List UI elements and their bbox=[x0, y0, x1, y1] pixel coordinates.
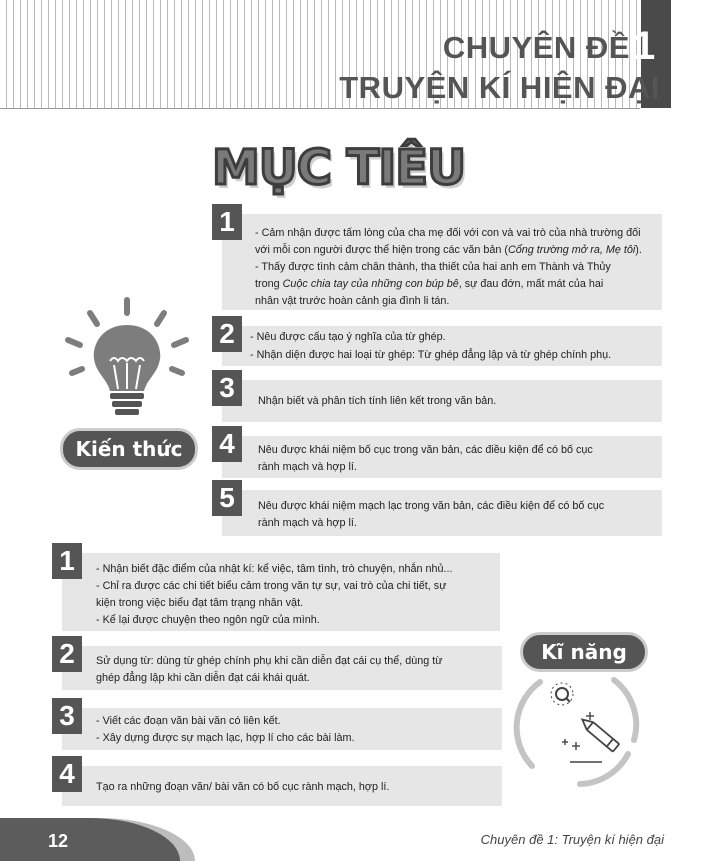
skills-item-2-text: Sử dụng từ: dùng từ ghép chính phụ khi cần diễn đạt cái cụ thể, dùng từ ghép đẳng lập khi cần diễn đạt cái khái quát. bbox=[96, 655, 443, 684]
knowledge-item-1-line: - Cảm nhận được tấm lòng của cha mẹ đối với con và vai trò của nhà trường đối bbox=[255, 227, 641, 239]
lightbulb-icon bbox=[62, 295, 192, 425]
knowledge-item-4-number: 4 bbox=[212, 426, 242, 462]
skills-item-1-number: 1 bbox=[52, 543, 82, 579]
knowledge-item-1-line: trong Cuộc chia tay của những con búp bê, sự đau đớn, mất mát của hai bbox=[255, 278, 604, 290]
chapter-label: CHUYÊN ĐỀ bbox=[442, 30, 630, 65]
skills-item-4-text: Tạo ra những đoạn văn/ bài văn có bố cục rành mạch, hợp lí. bbox=[96, 781, 390, 793]
knowledge-item-2-number: 2 bbox=[212, 316, 242, 352]
knowledge-item-1-line: nhân vật trước hoàn cảnh gia đình li tán. bbox=[255, 295, 450, 307]
magnifier-icon bbox=[551, 683, 573, 705]
page-number: 12 bbox=[48, 831, 69, 851]
knowledge-item-1-line: với mỗi con người được thể hiện trong các văn bản (Cổng trường mở ra, Mẹ tôi). bbox=[255, 244, 642, 256]
page-title: MỤC TIÊU bbox=[212, 140, 466, 196]
knowledge-item-1-line: - Thấy được tình cảm chân thành, tha thiết của hai anh em Thành và Thủy bbox=[255, 261, 611, 273]
running-title: Chuyên đề 1: Truyện kí hiện đại bbox=[480, 832, 664, 847]
skills-item-2-number: 2 bbox=[52, 636, 82, 672]
knowledge-item-4-text: Nêu được khái niệm bố cục trong văn bản, các điều kiện để có bố cục rành mạch và hợp lí. bbox=[258, 444, 593, 473]
chapter-title: TRUYỆN KÍ HIỆN ĐẠI bbox=[339, 70, 660, 105]
knowledge-item-3-text: Nhận biết và phân tích tính liên kết trong văn bản. bbox=[258, 395, 497, 407]
knowledge-item-3-number: 3 bbox=[212, 370, 242, 406]
knowledge-item-5-number: 5 bbox=[212, 480, 242, 516]
skills-badge: Kĩ năng bbox=[520, 632, 648, 672]
knowledge-badge: Kiến thức bbox=[60, 428, 198, 470]
skills-item-4-number: 4 bbox=[52, 756, 82, 792]
knowledge-item-2-text: - Nêu được cấu tạo ý nghĩa của từ ghép. - Nhận diện được hai loại từ ghép: Từ ghép đẳng lập và từ ghép chính phụ. bbox=[250, 331, 612, 361]
knowledge-item-1-text bbox=[255, 225, 665, 310]
knowledge-item-1-number: 1 bbox=[212, 204, 242, 240]
skills-illustration bbox=[510, 670, 650, 788]
knowledge-item-5-text: Nêu được khái niệm mạch lạc trong văn bản, các điều kiện để có bố cục rành mạch và hợp lí. bbox=[258, 500, 605, 529]
skills-item-3-number: 3 bbox=[52, 698, 82, 734]
skills-item-1-text: - Nhận biết đặc điểm của nhật kí: kể việc, tâm tình, trò chuyện, nhắn nhủ... - Chỉ ra được các chi tiết biểu cảm trong văn tự sự, vai trò của chi tiết, sự kiện trong việc biểu đạt tâm trạng nhân vật. - Kể lại được chuyện theo ngôn ngữ của mình. bbox=[96, 563, 453, 626]
pencil-icon bbox=[579, 716, 619, 752]
chapter-number: 1 bbox=[633, 24, 656, 68]
skills-item-3-text: - Viết các đoạn văn bài văn có liên kết. - Xây dựng được sự mạch lạc, hợp lí cho các bài làm. bbox=[96, 715, 355, 744]
